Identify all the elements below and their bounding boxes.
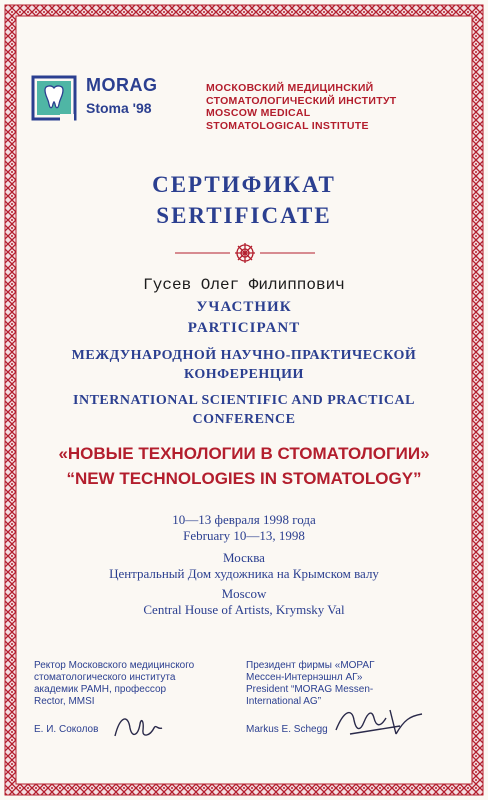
conference-en-line2: CONFERENCE (192, 412, 296, 427)
tooth-logo-icon (30, 74, 78, 126)
right-signature (330, 700, 430, 750)
venue-place-en: Central House of Artists, Krymsky Val (143, 602, 345, 617)
signatory-left-line4: Rector, MMSI (34, 696, 95, 707)
signatory-left-line3: академик РАМН, профессор (34, 684, 167, 695)
morag-logo (28, 72, 178, 128)
logo-name: MORAG (86, 75, 158, 95)
venue-place-ru: Центральный Дом художника на Крымском валу (109, 566, 379, 581)
conference-ru-line2: КОНФЕРЕНЦИИ (184, 367, 304, 382)
logo-event: Stoma '98 (86, 100, 152, 116)
institute-en-line2: STOMATOLOGICAL INSTITUTE (206, 119, 369, 132)
conference-name-en: “NEW TECHNOLOGIES IN STOMATOLOGY” (66, 469, 422, 488)
title-en: SERTIFICATE (156, 203, 332, 228)
left-signature (110, 706, 170, 746)
conference-name-ru: «НОВЫЕ ТЕХНОЛОГИИ В СТОМАТОЛОГИИ» (58, 444, 430, 463)
title-ru: СЕРТИФИКАТ (152, 172, 336, 197)
institute-block (206, 82, 466, 132)
signatory-right-line1: Президент фирмы «МОРАГ (246, 660, 375, 671)
signatory-right-line4: International AG” (246, 696, 322, 707)
signatory-left (34, 660, 234, 708)
signatory-right-line3: President “MORAG Messen- (246, 684, 374, 695)
signatory-right-line2: Мессен-Интернэшнл АГ» (246, 672, 363, 683)
signatory-right-name: Markus E. Schegg (246, 724, 328, 735)
conference-en-line1: INTERNATIONAL SCIENTIFIC AND PRACTICAL (73, 393, 415, 408)
signatory-left-line1: Ректор Московского медицинского (34, 660, 195, 671)
recipient-name: Гусев Олег Филиппович (143, 276, 345, 294)
venue-city-ru: Москва (223, 550, 265, 565)
signatory-left-name: Е. И. Соколов (34, 724, 99, 735)
conference-ru-line1: МЕЖДУНАРОДНОЙ НАУЧНО-ПРАКТИЧЕСКОЙ (71, 348, 417, 363)
role-ru: УЧАСТНИК (196, 299, 292, 315)
divider-ornament (175, 242, 315, 264)
signatory-left-line2: стоматологического института (34, 672, 176, 683)
role-en: PARTICIPANT (187, 320, 301, 336)
institute-en-line1: MOSCOW MEDICAL (206, 107, 311, 119)
institute-ru-line1: МОСКОВСКИЙ МЕДИЦИНСКИЙ (206, 82, 374, 94)
dates-en: February 10—13, 1998 (183, 528, 305, 543)
dates-ru: 10—13 февраля 1998 года (172, 512, 316, 527)
institute-ru-line2: СТОМАТОЛОГИЧЕСКИЙ ИНСТИТУТ (206, 94, 397, 107)
venue-city-en: Moscow (221, 586, 267, 601)
